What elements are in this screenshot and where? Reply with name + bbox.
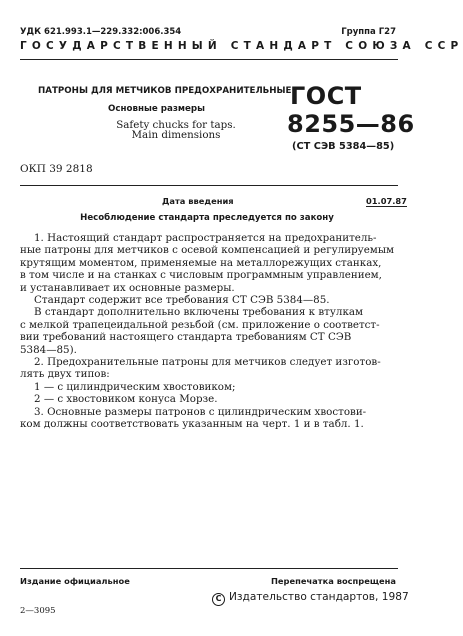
body-line: ные патроны для метчиков с осевой компенсацией и регулируемым bbox=[20, 244, 395, 257]
body-text bbox=[20, 232, 400, 431]
okp-code: ОКП 39 2818 bbox=[20, 163, 93, 175]
footer-divider bbox=[20, 568, 398, 569]
body-line: вии требований настоящего стандарта требованиям СТ СЭВ bbox=[20, 331, 352, 344]
standard-banner: ГОСУДАРСТВЕННЫЙ СТАНДАРТ СОЮЗА ССР bbox=[20, 40, 463, 52]
print-number: 2—3095 bbox=[20, 606, 56, 616]
body-line: и устанавливает их основные размеры. bbox=[20, 281, 235, 294]
body-line: крутящим моментом, применяемые на металлорежущих станках, bbox=[20, 256, 382, 269]
body-line: 2. Предохранительные патроны для метчиков следует изготов- bbox=[34, 356, 381, 369]
gost-number: 8255—86 bbox=[287, 110, 415, 138]
body-line: 3. Основные размеры патронов с цилиндрическим хвостови- bbox=[34, 405, 367, 418]
body-line: Стандарт содержит все требования СТ СЭВ 5384—85. bbox=[34, 294, 330, 307]
document-subtitle: Основные размеры bbox=[108, 104, 205, 114]
copyright-icon: C bbox=[212, 593, 225, 606]
reprint-prohibited-label: Перепечатка воспрещена bbox=[270, 576, 396, 586]
body-line: 5384—85). bbox=[20, 343, 77, 356]
group-code: Группа Г27 bbox=[341, 27, 396, 37]
body-line: лять двух типов: bbox=[20, 368, 110, 381]
document-title: ПАТРОНЫ ДЛЯ МЕТЧИКОВ ПРЕДОХРАНИТЕЛЬНЫЕ bbox=[38, 86, 292, 96]
middle-divider bbox=[20, 185, 398, 186]
body-line: ком должны соответствовать указанным на черт. 1 и в табл. 1. bbox=[20, 418, 364, 431]
body-line: В стандарт дополнительно включены требования к втулкам bbox=[34, 306, 364, 319]
body-line: 1 — с цилиндрическим хвостовиком; bbox=[34, 380, 236, 393]
english-title-line1: Safety chucks for taps. bbox=[116, 119, 236, 131]
english-title-line2: Main dimensions bbox=[131, 129, 221, 141]
effective-date-label: Дата введения bbox=[162, 196, 234, 206]
gost-label: ГОСТ bbox=[290, 82, 362, 110]
body-line: 2 — с хвостовиком конуса Морзе. bbox=[34, 393, 218, 406]
publisher-text: Издательство стандартов, 1987 bbox=[229, 591, 409, 603]
legal-notice: Несоблюдение стандарта преследуется по закону bbox=[80, 213, 334, 223]
publisher-line bbox=[212, 591, 409, 606]
english-title bbox=[96, 120, 256, 140]
udk-code: УДК 621.993.1—229.332:006.354 bbox=[20, 27, 182, 37]
effective-date-value: 01.07.87 bbox=[366, 196, 407, 206]
body-line: в том числе и на станках с числовым программным управлением, bbox=[20, 269, 382, 282]
top-divider bbox=[20, 59, 398, 60]
body-line: с мелкой трапецеидальной резьбой (см. приложение о соответст- bbox=[20, 318, 380, 331]
st-sev-reference: (СТ СЭВ 5384—85) bbox=[292, 141, 395, 152]
body-line: 1. Настоящий стандарт распространяется на предохранитель- bbox=[34, 232, 377, 244]
official-edition-label: Издание официальное bbox=[20, 576, 130, 586]
